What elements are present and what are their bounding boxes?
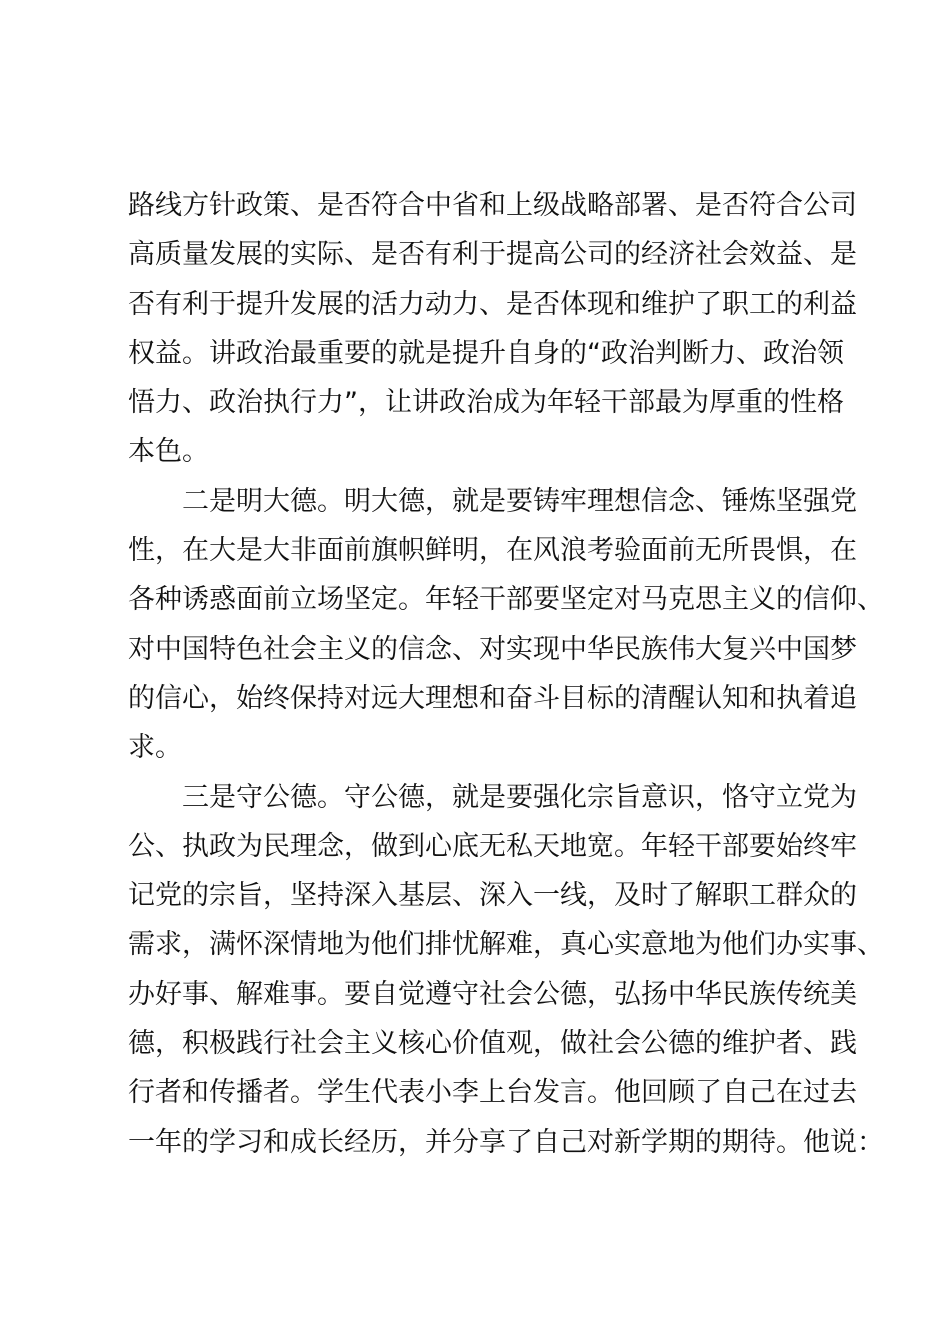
body-text — [128, 181, 884, 1167]
text-line: 需求，满怀深情地为他们排忧解难，真心实意地为他们办实事、 — [128, 929, 884, 961]
text-line: 否有利于提升发展的活力动力、是否体现和维护了职工的利益 — [128, 288, 857, 320]
text-line: 求。 — [128, 732, 182, 764]
text-line: 一年的学习和成长经历，并分享了自己对新学期的期待。他说： — [128, 1126, 884, 1158]
paragraph-start-line: 三是守公德。守公德，就是要强化宗旨意识，恪守立党为 — [182, 781, 857, 813]
text-line: 德，积极践行社会主义核心价值观，做社会公德的维护者、践 — [128, 1028, 857, 1060]
text-line: 记党的宗旨，坚持深入基层、深入一线，及时了解职工群众的 — [128, 880, 857, 912]
text-line: 的信心，始终保持对远大理想和奋斗目标的清醒认知和执着追 — [128, 682, 857, 714]
text-line: 公、执政为民理念，做到心底无私天地宽。年轻干部要始终牢 — [128, 830, 857, 862]
paragraph-start-line: 二是明大德。明大德，就是要铸牢理想信念、锤炼坚强党 — [182, 485, 857, 517]
text-line: 对中国特色社会主义的信念、对实现中华民族伟大复兴中国梦 — [128, 633, 857, 665]
text-line: 路线方针政策、是否符合中省和上级战略部署、是否符合公司 — [128, 190, 857, 221]
text-line: 行者和传播者。学生代表小李上台发言。他回顾了自己在过去 — [128, 1077, 857, 1109]
text-line: 权益。讲政治最重要的就是提升自身的“政治判断力、政治领 — [128, 337, 844, 369]
text-line: 办好事、解难事。要自觉遵守社会公德，弘扬中华民族传统美 — [128, 978, 857, 1010]
text-line: 本色。 — [128, 436, 209, 468]
text-line: 高质量发展的实际、是否有利于提高公司的经济社会效益、是 — [128, 239, 857, 271]
text-line: 各种诱惑面前立场坚定。年轻干部要坚定对马克思主义的信仰、 — [128, 584, 884, 616]
text-line: 悟力、政治执行力”，让讲政治成为年轻干部最为厚重的性格 — [128, 387, 844, 419]
text-line: 性，在大是大非面前旗帜鲜明，在风浪考验面前无所畏惧，在 — [128, 535, 857, 567]
